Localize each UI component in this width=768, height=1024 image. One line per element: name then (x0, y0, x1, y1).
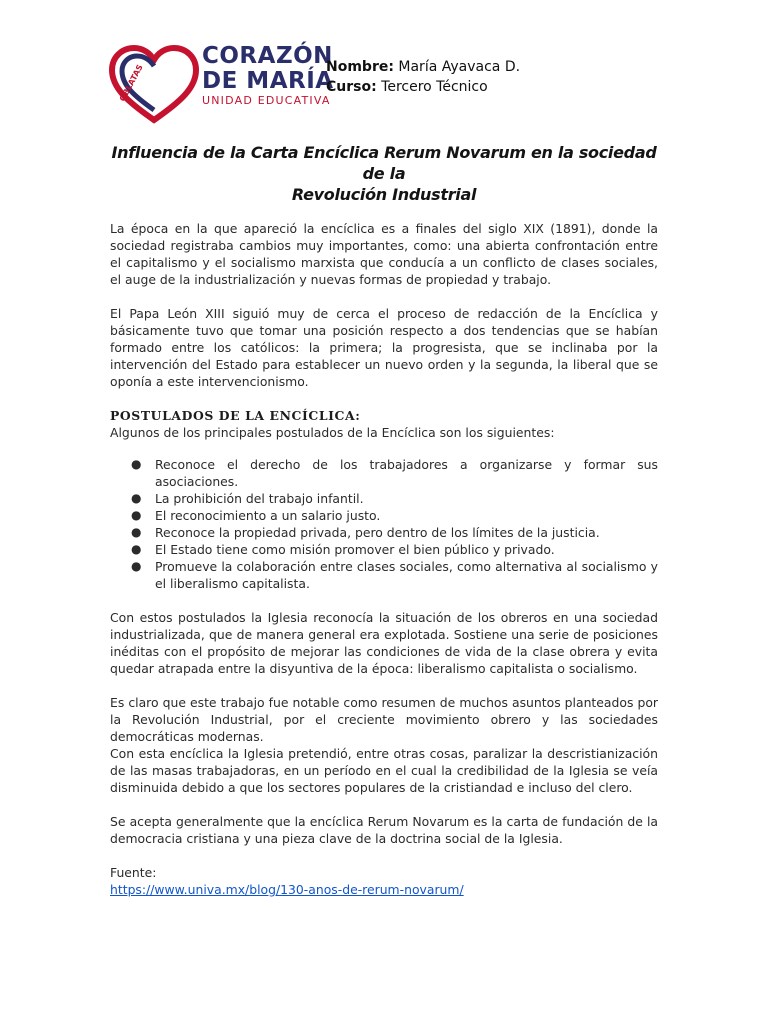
paragraph-1: La época en la que apareció la encíclica es a finales del siglo XIX (1891), donde la sociedad registraba cambios muy importantes, como: una abierta confrontación entre el capitalismo y el socialismo marxista que conducía a un conflicto de clases sociales, el auge de la industrialización y nuevas formas de propiedad y trabajo. (110, 221, 658, 287)
document-body (110, 220, 658, 898)
list-item (110, 490, 658, 507)
bullet-icon: ● (131, 525, 142, 539)
title-line-1: Influencia de la Carta Encíclica Rerum Novarum en la sociedad de la (111, 143, 657, 183)
list-item (110, 456, 658, 490)
list-item-text: El Estado tiene como misión promover el bien público y privado. (155, 542, 555, 557)
course-value: Tercero Técnico (376, 79, 488, 95)
bullet-icon: ● (131, 508, 142, 522)
name-label: Nombre: (326, 59, 394, 75)
postulates-list (110, 456, 658, 592)
list-item (110, 558, 658, 592)
paragraph-2: El Papa León XIII siguió muy de cerca el proceso de redacción de la Encíclica y básicamente tuvo que tomar una posición respecto a dos tendencias que se habían formado entre los católicos: la primera; la progresista, que se inclinaba por la intervención del Estado para establecer un nuevo orden y la segunda, la liberal que se oponía a este intervencionismo. (110, 306, 658, 389)
heart-logo-icon (108, 44, 200, 126)
brand-line-2: DE MARÍA (202, 68, 334, 94)
student-info (326, 57, 520, 97)
course-label: Curso: (326, 79, 377, 95)
list-item-text: Promueve la colaboración entre clases sociales, como alternativa al socialismo y el liberalismo capitalista. (155, 559, 658, 591)
school-brand (202, 44, 334, 107)
bullet-icon: ● (131, 457, 142, 471)
logo-oblatas-text: OBLATAS (117, 63, 145, 103)
brand-line-1: CORAZÓN (202, 43, 333, 69)
title-line-2: Revolución Industrial (291, 185, 477, 204)
source-label: Fuente: (110, 865, 157, 880)
student-course-row (326, 77, 520, 97)
bullet-icon: ● (131, 542, 142, 556)
paragraph-3: Con estos postulados la Iglesia reconocía la situación de los obreros en una sociedad industrializada, que de manera general era explotada. Sostiene una serie de posiciones inéditas con el propósito de mejorar las condiciones de vida de la clase obrera y evita quedar atrapada entre la disyuntiva de la época: liberalismo capitalista o socialismo. (110, 610, 658, 676)
bullet-icon: ● (131, 559, 142, 573)
paragraph-4: Es claro que este trabajo fue notable como resumen de muchos asuntos planteados por la Revolución Industrial, por el creciente movimiento obrero y las sociedades democráticas modernas. (110, 695, 658, 744)
document-title (108, 142, 660, 205)
list-item-text: La prohibición del trabajo infantil. (155, 491, 364, 506)
section-heading: POSTULADOS DE LA ENCÍCLICA: (110, 408, 361, 423)
list-item-text: El reconocimiento a un salario justo. (155, 508, 381, 523)
paragraph-5: Con esta encíclica la Iglesia pretendió, entre otras cosas, paralizar la descristianización de las masas trabajadoras, en un período en el cual la credibilidad de la Iglesia se veía disminuida debido a que los sectores populares de la cristiandad e incluso del clero. (110, 746, 658, 795)
paragraph-6: Se acepta generalmente que la encíclica Rerum Novarum es la carta de fundación de la democracia cristiana y una pieza clave de la doctrina social de la Iglesia. (110, 814, 658, 846)
list-item-text: Reconoce la propiedad privada, pero dentro de los límites de la justicia. (155, 525, 600, 540)
list-item (110, 524, 658, 541)
list-item (110, 507, 658, 524)
name-value: María Ayavaca D. (393, 59, 521, 75)
document-header (108, 40, 668, 116)
source-link[interactable]: https://www.univa.mx/blog/130-anos-de-rerum-novarum/ (110, 882, 464, 897)
student-name-row (326, 57, 520, 77)
list-item (110, 541, 658, 558)
list-item-text: Reconoce el derecho de los trabajadores a organizarse y formar sus asociaciones. (155, 457, 658, 489)
brand-subtitle: UNIDAD EDUCATIVA (202, 94, 331, 107)
bullet-icon: ● (131, 491, 142, 505)
section-intro: Algunos de los principales postulados de la Encíclica son los siguientes: (110, 425, 555, 440)
